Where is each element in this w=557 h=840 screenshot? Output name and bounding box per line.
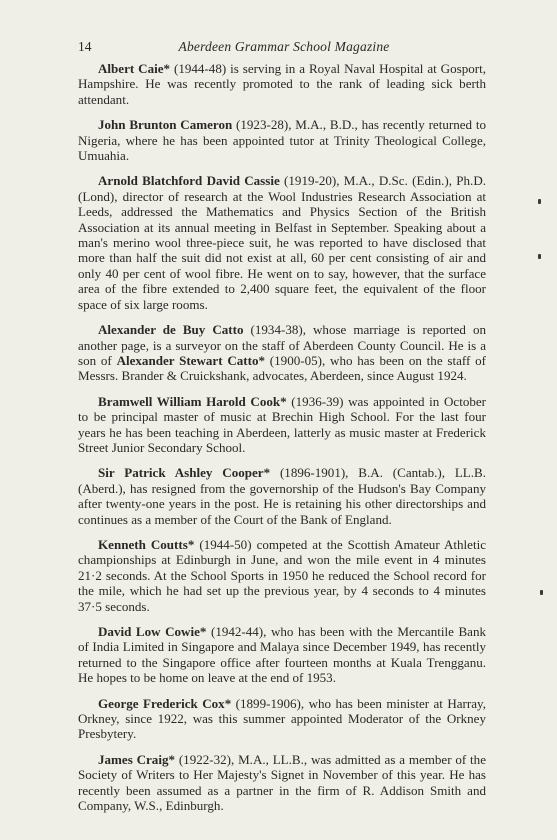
entry-text: (1922-32), M.A., LL.B., was admitted as a member of the Society of Writers to Her Majesty's Signet in November of this year. He has recently been assumed as a partner in the firm of R. Addison Smith and Company, W.S., Edinburgh.: [78, 751, 486, 814]
entry-text: (1936-39) was appointed in October to be principal master of music at Brechin High School. For the last four years he has been teaching in Aberdeen, latterly as music master at Frederick Street Junior Secondary School.: [78, 393, 486, 455]
person-name: Bramwell William Harold Cook*: [98, 393, 287, 409]
person-name: Sir Patrick Ashley Cooper*: [98, 465, 271, 481]
margin-speck: [538, 254, 541, 259]
entry-text: (1942-44), who has been with the Mercantile Bank of India Limited in Singapore and Malaya since December 1949, has recently returned to the Singapore office after fourteen months at Kuala Trengganu. He hopes to be home on leave at the end of 1953.: [78, 624, 486, 686]
person-name: Arnold Blatchford David Cassie: [98, 173, 280, 189]
person-name: George Frederick Cox*: [98, 695, 232, 711]
person-name: James Craig*: [98, 751, 176, 767]
running-title: Aberdeen Grammar School Magazine: [178, 39, 390, 54]
person-name: Alexander de Buy Catto: [98, 322, 244, 338]
entry-text: (1896-1901), B.A. (Cantab.), LL.B. (Aberd.), has resigned from the governorship of the Hudson's Bay Company after twenty-one years in the post. He is retaining his other directorships and continues as a member of the Court of the Bank of England.: [78, 465, 486, 527]
entry-cox: [78, 696, 486, 742]
entry-cook: [78, 394, 486, 456]
person-name: Albert Caie*: [98, 61, 171, 76]
entry-text: (1944-50) competed at the Scottish Amateur Athletic championships at Edinburgh in June, and won the mile event in 4 minutes 21·2 seconds. At the School Sports in 1950 he reduced the School record for the mile, which he had set up the previous year, by 4 seconds to 4 minutes 37·5 seconds.: [78, 536, 486, 614]
entry-text: (1923-28), M.A., B.D., has recently returned to Nigeria, where he has been appointed tutor at Trinity Theological College, Umuahia.: [78, 117, 486, 164]
entry-text-continued: (1900-05), who has been on the staff of Messrs. Brander & Cruickshank, advocates, Aberdeen, since August 1924.: [78, 352, 486, 384]
entry-coutts: [78, 537, 486, 614]
entry-cowie: [78, 624, 486, 686]
entry-text: (1934-38), whose marriage is reported on another page, is a surveyor on the staff of Aberdeen County Council. He is a son of: [78, 322, 487, 368]
entry-cooper: [78, 465, 486, 527]
page-number: 14: [78, 39, 92, 54]
page-header: [78, 39, 490, 55]
article-body: [78, 61, 486, 823]
entry-text: (1899-1906), who has been minister at Harray, Orkney, since 1922, was this summer appointed Moderator of the Orkney Presbytery.: [78, 695, 486, 742]
entry-caie: [78, 61, 486, 107]
person-name-secondary: Alexander Stewart Catto*: [116, 352, 266, 368]
entry-craig: [78, 752, 486, 814]
entry-catto: [78, 322, 486, 384]
margin-speck: [540, 590, 543, 595]
entry-text: (1919-20), M.A., D.Sc. (Edin.), Ph.D. (Lond), director of research at the Wool Industries Research Association at Leeds, addressed the Mathematics and Physics Section of the British Association at its annual meeting in Belfast in September. Speaking about a man's merino wool three-piece suit, he was reported to have disclosed that more than half the suit did not exist at all, 60 per cent consisting of air and only 40 per cent of wool fibre. He went on to say, however, that the surface area of the fibre extended to 2,400 square feet, the equivalent of the floor space of six large rooms.: [78, 173, 487, 312]
person-name: Kenneth Coutts*: [98, 536, 195, 552]
entry-cameron: [78, 117, 486, 163]
entry-cassie: [78, 173, 486, 312]
person-name: John Brunton Cameron: [98, 117, 233, 133]
margin-speck: [538, 199, 541, 204]
entry-text: (1944-48) is serving in a Royal Naval Hospital at Gosport, Hampshire. He was recently promoted to the rank of leading sick berth attendant.: [78, 61, 486, 107]
person-name: David Low Cowie*: [98, 624, 207, 639]
